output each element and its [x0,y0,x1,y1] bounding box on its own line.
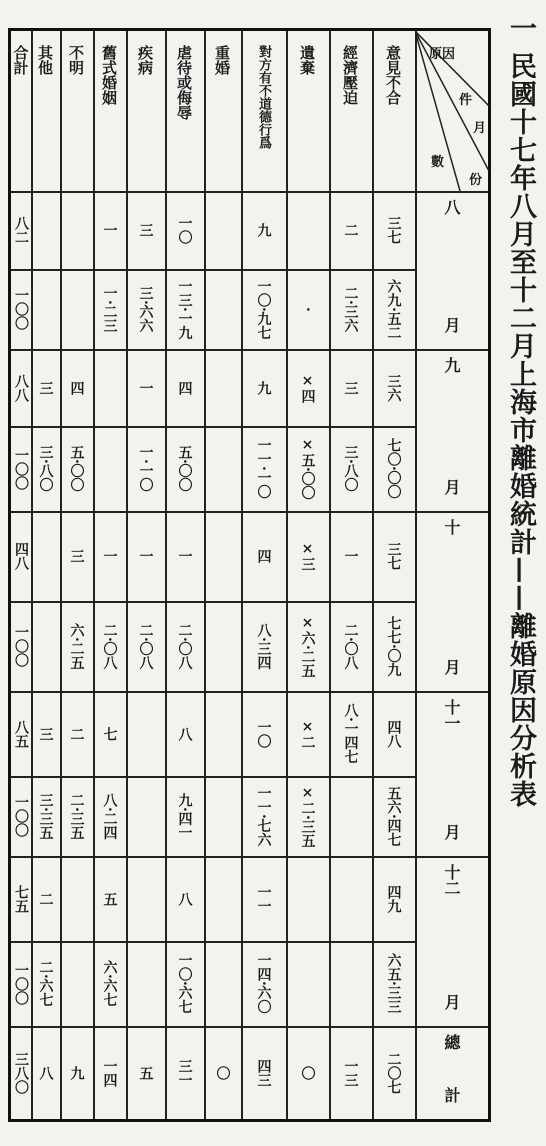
divorce-cause-table [8,28,491,1122]
column-header: 合計 [11,45,30,75]
column-header: 虐待或侮辱 [175,45,193,120]
grid-hline [11,856,488,858]
table-cell: 一 [101,549,118,563]
table-cell: 八·一四七 [342,703,359,764]
table-cell: 一 [137,380,154,395]
month-label [415,864,488,1010]
table-cell: 八·二四 [101,792,118,840]
table-cell: 一一·一〇 [255,438,272,499]
table-cell [126,860,165,937]
table-cell: 二〇七 [385,1051,402,1094]
table-cell: 〇 [214,1065,231,1080]
page-title: 一 民國十七年八月至十二月上海市離婚統計——離婚原因分析表 [505,14,536,809]
table-cell: 六九·五二 [385,278,402,340]
column-header: 舊式婚姻 [100,45,118,105]
table-cell: 二·〇八 [176,622,193,670]
table-cell [204,695,241,772]
table-cell: ×六·二五 [299,614,316,678]
table-cell [31,605,60,687]
table-cell: ×二·三五 [299,784,316,848]
table-cell: 六·二五 [68,622,85,670]
grid-hline [11,1026,488,1028]
table-cell: 二·〇八 [137,622,154,670]
table-cell: 五 [137,1065,154,1080]
table-cell [286,860,329,937]
table-cell: 八·三四 [255,622,272,670]
grid-hline [11,941,415,943]
table-cell: 一四 [101,1058,118,1087]
table-cell [204,515,241,597]
table-cell: 四 [68,380,85,395]
month-name: 九 [442,357,461,373]
table-cell: 四三 [255,1058,272,1087]
table-cell [60,273,93,345]
table-cell: 四 [255,549,272,563]
month-name: 八 [442,199,461,215]
month-label [415,519,488,675]
table-cell: 一〇〇 [13,962,29,1005]
table-cell: 六五·三三 [385,953,402,1014]
table-cell: 三·三五 [37,792,54,840]
table-cell: ×四 [299,372,316,403]
table-cell: 一〇〇 [13,288,29,330]
table-cell [31,273,60,345]
month-label [415,699,488,840]
table-cell: 一〇·六七 [176,953,193,1014]
table-cell [329,780,372,852]
table-cell: 三 [37,726,54,741]
table-cell: 二 [342,223,359,237]
table-cell [204,273,241,345]
table-cell: 三六 [385,373,402,402]
month-label [415,1034,488,1103]
month-name: 十一 [442,699,461,731]
table-cell: 一 [176,549,193,563]
table-cell: 一 [137,549,154,563]
table-cell: 二·〇八 [342,622,359,670]
table-cell [126,780,165,852]
table-cell: 七七·〇九 [385,615,402,677]
table-cell: 一〇 [255,719,272,748]
table-cell [31,195,60,265]
table-cell [329,860,372,937]
corner-label-count: 件 [459,93,473,108]
table-cell [31,515,60,597]
table-cell: 三七 [385,216,402,244]
table-cell: 一〇·九七 [255,278,272,340]
table-cell: 三一 [176,1058,193,1087]
table-cell: 一一 [255,884,272,913]
month-name: 十二 [442,864,461,896]
table-cell: 九 [68,1065,85,1080]
table-cell: 二·〇八 [101,622,118,670]
table-cell [329,945,372,1022]
table-cell: 三 [342,380,359,395]
table-cell [204,780,241,852]
grid-hline [11,191,488,193]
table-cell [204,353,241,422]
table-cell: 三·八〇 [342,445,359,492]
table-cell: 六·六七 [101,960,118,1007]
column-header: 不明 [67,45,85,75]
table-cell: 一三 [342,1058,359,1087]
table-cell: 五·〇〇 [176,445,193,492]
table-cell: ×三 [299,541,316,571]
month-suffix: 月 [442,994,461,1010]
table-cell: 八 [176,891,193,906]
table-cell [204,605,241,687]
table-cell: ×五·〇〇 [299,437,316,500]
table-cell: 七〇·〇〇 [385,438,402,499]
month-label [415,357,488,495]
table-cell: 三 [68,549,85,563]
table-cell: · [299,306,316,312]
table-cell [93,430,126,507]
table-cell: 二 [68,726,85,741]
table-cell: 四九 [385,884,402,913]
month-suffix: 月 [442,824,461,840]
grid-hline [11,269,415,271]
table-cell: 一〇〇 [13,625,29,667]
table-cell: 九 [255,223,272,237]
table-cell: 二·六七 [37,960,54,1007]
table-cell: 八 [37,1065,54,1080]
table-cell [126,695,165,772]
table-cell: 五六·四七 [385,785,402,847]
month-name: 十 [442,519,461,535]
table-cell: 三 [137,223,154,237]
month-suffix: 計 [442,1087,461,1103]
month-suffix: 月 [442,659,461,675]
column-header: 疾病 [136,45,154,75]
column-header: 其他 [36,45,54,75]
table-cell: 五 [101,891,118,906]
month-label [415,199,488,333]
table-cell [60,945,93,1022]
table-cell: 一〇〇 [13,795,29,837]
table-cell: 一·二三 [101,285,118,333]
grid-hline [11,601,415,603]
table-cell: 一四·六〇 [255,953,272,1014]
table-cell: 四八 [385,719,402,748]
table-cell: 二·三五 [68,792,85,840]
table-cell: 一 [342,549,359,563]
table-cell [60,860,93,937]
grid-hline [11,776,415,778]
table-cell: 四八 [13,542,29,570]
table-cell: 八 [176,726,193,741]
table-cell: 九·四一 [176,792,193,840]
corner-label-cause: 原因 [429,47,456,62]
table-cell [204,945,241,1022]
table-cell [204,860,241,937]
table-cell: 三·六六 [137,285,154,333]
grid-hline [11,349,488,351]
table-cell: 一三·一九 [176,278,193,340]
corner-label-number: 數 [431,155,445,170]
column-header: 對方有不道德行爲 [256,45,271,149]
table-cell [204,195,241,265]
table-cell: 三七 [385,542,402,570]
table-cell [204,430,241,507]
month-suffix: 月 [442,317,461,333]
table-cell: 四 [176,380,193,395]
table-cell: 八八 [13,373,29,402]
table-cell [126,945,165,1022]
table-cell: 五·〇〇 [68,445,85,492]
grid-hline [11,511,488,513]
column-header: 經濟壓迫 [341,45,359,105]
column-header: 遺棄 [298,45,316,75]
table-cell: 二 [37,891,54,906]
month-name: 總 [442,1034,461,1050]
column-header: 意見不合 [384,45,402,105]
corner-label-month: 月 [473,121,487,136]
table-cell: 一〇 [176,216,193,244]
grid-hline [11,426,415,428]
table-cell: 八五 [13,719,29,748]
table-cell: 三八〇 [13,1051,29,1094]
table-cell: 〇 [299,1065,316,1080]
table-cell: 二·三六 [342,285,359,333]
table-cell [286,195,329,265]
corner-label-period: 份 [469,173,483,188]
table-cell: 一〇〇 [13,447,29,490]
table-cell [286,945,329,1022]
table-cell: 一 [101,223,118,237]
table-cell: 七 [101,726,118,741]
column-header: 重婚 [213,45,231,75]
table-cell: 八二 [13,216,29,244]
table-cell: 三·八〇 [37,445,54,492]
table-cell: ×二 [299,718,316,749]
month-suffix: 月 [442,479,461,495]
table-cell: 九 [255,380,272,395]
table-cell: 七五 [13,884,29,913]
table-cell: 一·一〇 [137,445,154,492]
table-cell: 三 [37,380,54,395]
grid-hline [11,691,488,693]
table-cell: 一一·七六 [255,785,272,847]
table-cell [60,195,93,265]
table-cell [93,353,126,422]
